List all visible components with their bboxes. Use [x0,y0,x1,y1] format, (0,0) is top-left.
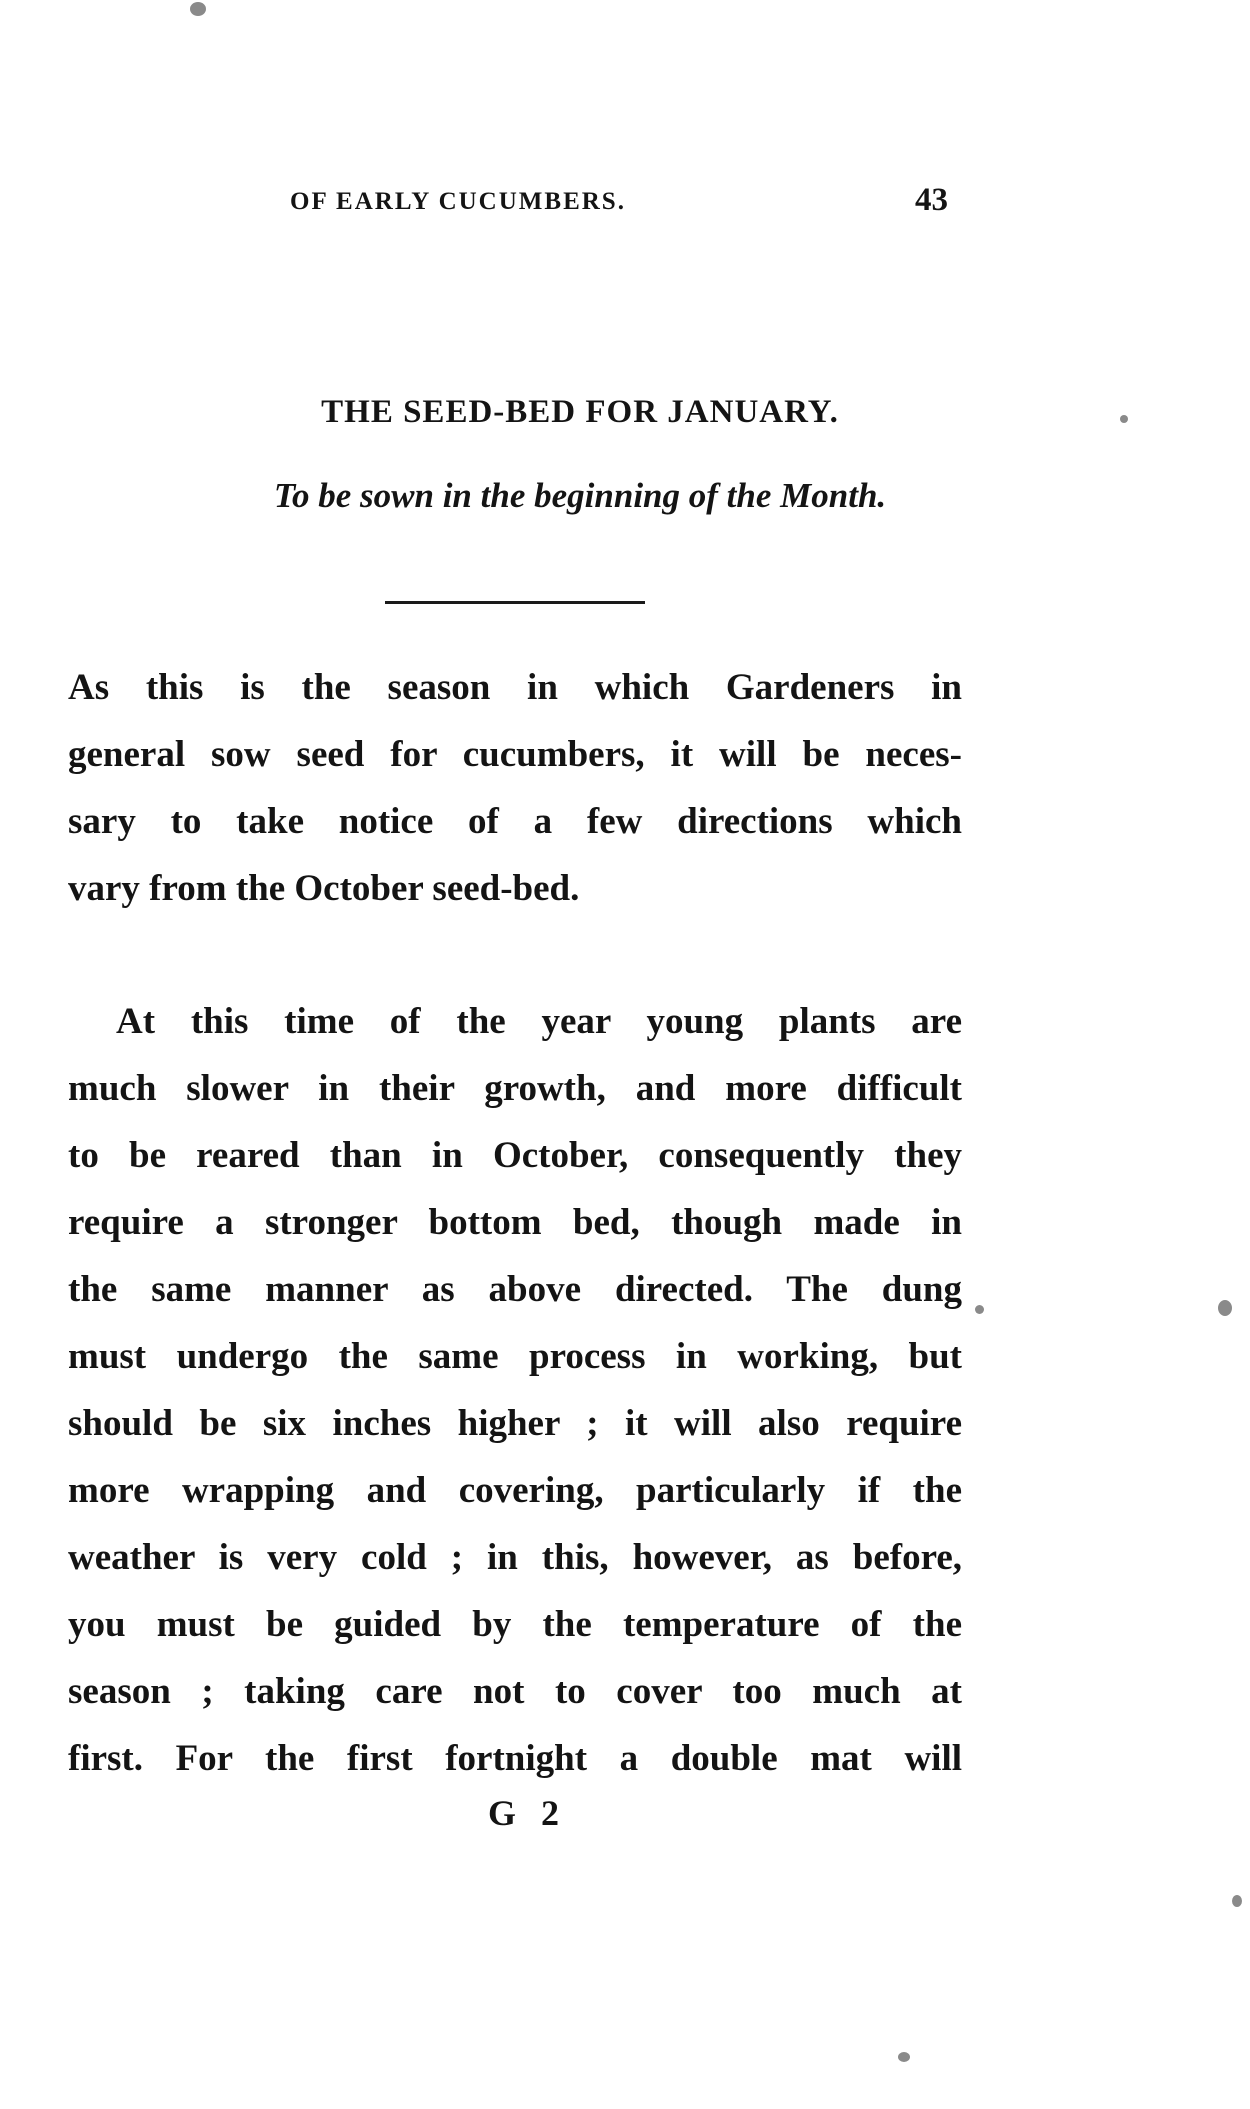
running-head: OF EARLY CUCUMBERS. [290,188,626,215]
paragraph-1-line: vary from the October seed-bed. [68,868,580,909]
paper-speck [1232,1895,1242,1907]
paragraph-2-line: must undergo the same process in working, but [68,1336,962,1377]
paragraph-2-line: the same manner as above directed. The dung [68,1269,962,1310]
paragraph-2-line: much slower in their growth, and more difficult [68,1068,962,1109]
signature-mark: G 2 [488,1793,568,1833]
paragraph-2-line: require a stronger bottom bed, though made in [68,1202,962,1243]
section-title: THE SEED-BED FOR JANUARY. [321,394,839,430]
paper-speck [975,1305,984,1314]
paragraph-2-line: season ; taking care not to cover too much at [68,1671,962,1712]
paragraph-2-line: you must be guided by the temperature of the [68,1604,962,1645]
paragraph-2-line: first. For the first fortnight a double mat will [68,1738,962,1779]
section-divider-rule [385,601,645,604]
paper-speck [190,2,206,16]
paragraph-2-line: At this time of the year young plants are [116,1001,962,1042]
paragraph-2-line: to be reared than in October, consequently they [68,1135,962,1176]
paper-speck [1120,415,1128,423]
paragraph-2 [68,988,962,1792]
paragraph-1-line: sary to take notice of a few directions which [68,801,962,842]
paragraph-2-line: should be six inches higher ; it will also require [68,1403,962,1444]
paragraph-2-line: more wrapping and covering, particularly if the [68,1470,962,1511]
paper-speck [898,2052,910,2062]
page-number: 43 [915,182,948,218]
paragraph-1-line: As this is the season in which Gardeners in [68,667,962,708]
paragraph-1-line: general sow seed for cucumbers, it will be neces- [68,734,962,775]
section-subtitle: To be sown in the beginning of the Month. [273,476,887,515]
paragraph-2-line: weather is very cold ; in this, however, as before, [68,1537,962,1578]
paper-speck [1218,1300,1232,1316]
paragraph-1 [68,654,962,922]
